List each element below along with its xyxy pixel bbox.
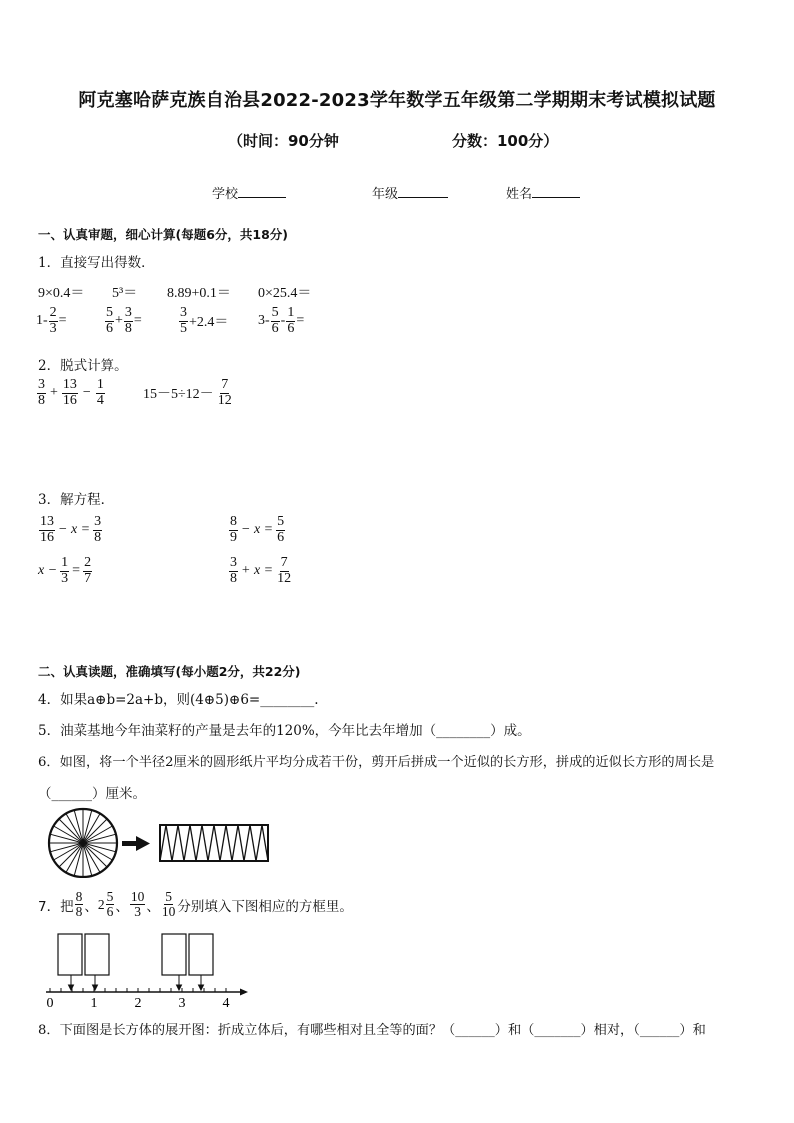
q1-label: 1．直接写出得数． — [38, 255, 155, 271]
exam-score: 分数：100分） — [452, 132, 559, 150]
q1-item-8: 3- $\frac{5}{6}$ - $\frac{1}{6}$ = — [258, 305, 305, 336]
page-title: 阿克塞哈萨克族自治县2022-2023学年数学五年级第二学期期末考试模拟试题 — [78, 90, 716, 111]
section2-title: 二、认真读题，准确填写(每小题2分，共22分) — [38, 664, 301, 679]
q2-label: 2．脱式计算。 — [38, 358, 128, 374]
q1-item-1: 9×0.4＝ — [38, 286, 85, 301]
school-blank[interactable] — [238, 185, 286, 198]
q1-item-7: $\frac{3}{5}$ +2.4＝ — [180, 305, 229, 336]
q1-item-4: 0×25.4＝ — [258, 286, 312, 301]
sector-circle-icon — [49, 809, 117, 877]
grade-label: 年级 — [372, 187, 399, 202]
q1-item-5: 1- $\frac{2}{3}$ = — [36, 305, 67, 336]
school-label: 学校 — [212, 187, 239, 202]
tick-label-2: 2 — [134, 996, 142, 1010]
answer-box-2[interactable] — [85, 934, 109, 975]
q5-text: 5．油菜基地今年油菜籽的产量是去年的120%，今年比去年增加（________）成。 — [38, 723, 531, 739]
q8-text: 8．下面图是长方体的展开图：折成立体后，有哪些相对且全等的面？（______）和（_______）相对，（______）和 — [38, 1023, 706, 1038]
q6-text-line1: 6．如图，将一个半径2厘米的圆形纸片平均分成若干份，剪开后拼成一个近似的长方形，拼成的近似长方形的周长是 — [38, 755, 715, 770]
name-field — [506, 183, 580, 202]
tick-label-4: 4 — [222, 996, 230, 1010]
school-field — [212, 183, 286, 202]
right-arrow-icon — [122, 836, 150, 851]
q6-text-line2: （______）厘米。 — [38, 786, 146, 802]
tick-label-0: 0 — [46, 996, 54, 1010]
answer-box-3[interactable] — [162, 934, 186, 975]
name-label: 姓名 — [506, 187, 533, 202]
answer-box-4[interactable] — [189, 934, 213, 975]
q2-expression-2: 15－5÷12－ $\frac{7}{12}$ — [143, 377, 232, 408]
q3-equation-4: $\frac{3}{8}$ + x = $\frac{7}{12}$ — [230, 555, 292, 586]
answer-box-1[interactable] — [58, 934, 82, 975]
name-blank[interactable] — [532, 185, 580, 198]
tick-label-3: 3 — [178, 996, 186, 1010]
grade-field — [372, 183, 448, 202]
q4-text: 4．如果a⊕b=2a+b，则(4⊕5)⊕6=________. — [38, 692, 319, 708]
exam-time: （时间：90分钟 — [228, 132, 339, 150]
q1-item-3: 8.89+0.1＝ — [167, 286, 231, 301]
section1-title: 一、认真审题，细心计算(每题6分，共18分) — [38, 227, 289, 242]
q3-equation-1: $\frac{13}{16}$ − x = $\frac{3}{8}$ — [40, 514, 102, 545]
grade-blank[interactable] — [398, 185, 448, 198]
zigzag-rectangle-icon — [160, 825, 268, 861]
q1-item-2: 5³＝ — [112, 286, 138, 301]
q6-figure — [40, 806, 280, 878]
axis-arrow-icon — [240, 989, 248, 996]
box-pointer-arrows — [69, 975, 204, 990]
q1-item-6: $\frac{5}{6}$ + $\frac{3}{8}$ = — [106, 305, 142, 336]
q3-equation-2: $\frac{8}{9}$ − x = $\frac{5}{6}$ — [230, 514, 285, 545]
q3-equation-3: x − $\frac{1}{3}$ = $\frac{2}{7}$ — [38, 555, 92, 586]
q3-label: 3．解方程． — [38, 492, 115, 508]
q7-number-line — [38, 930, 253, 1010]
tick-label-1: 1 — [90, 996, 98, 1010]
q2-expression-1: $\frac{3}{8}$ + $\frac{13}{16}$ − $\frac{1}{4}$ — [38, 377, 104, 408]
q7-text: 7．把 $\frac{8}{8}$ 、 2 $\frac{5}{6}$ 、 $\frac{10}{3}$ 、 $\frac{5}{10}$ 分别填入下图相应的方框里。 — [38, 889, 353, 920]
